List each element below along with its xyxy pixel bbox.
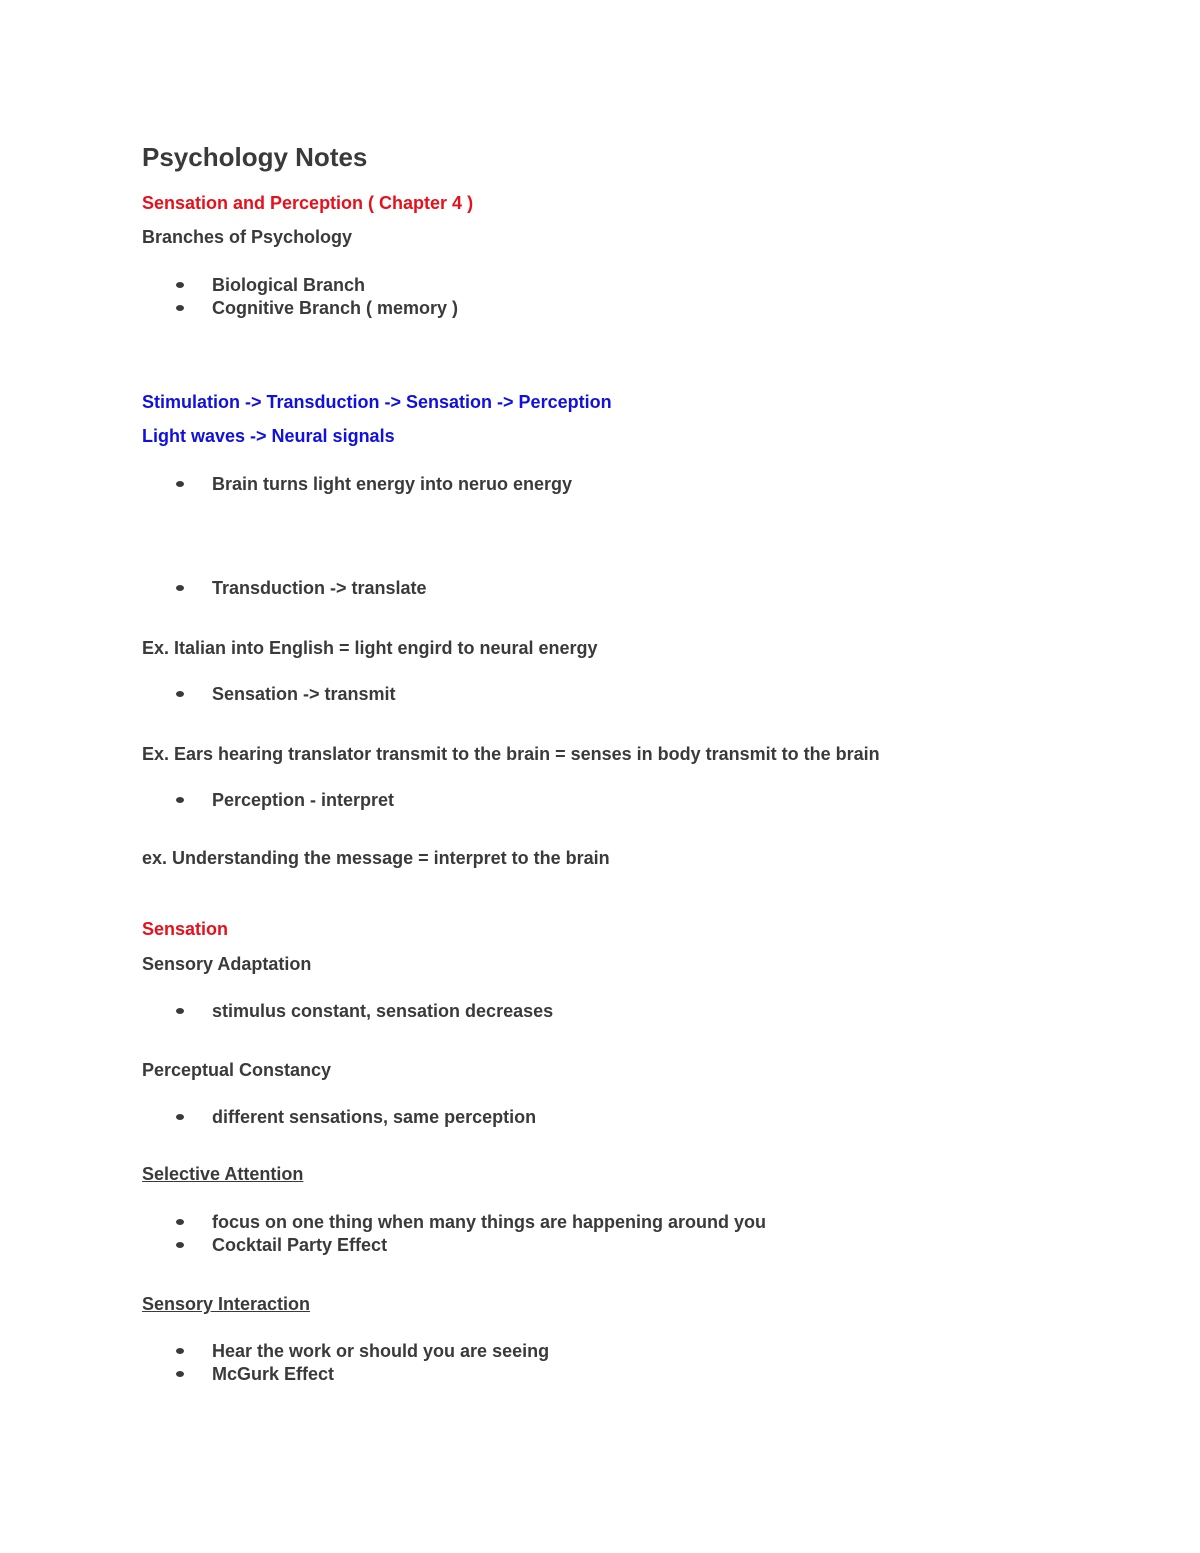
chapter-heading: Sensation and Perception ( Chapter 4 ) bbox=[142, 193, 474, 213]
list-item-text: Cocktail Party Effect bbox=[212, 1235, 388, 1255]
list-item-text: different sensations, same perception bbox=[212, 1107, 537, 1127]
list-item-text: Cognitive Branch ( memory ) bbox=[212, 298, 459, 318]
flow-line-1: Stimulation -> Transduction -> Sensation -> Perception bbox=[142, 392, 612, 412]
list-item-text: Brain turns light energy into neruo energy bbox=[212, 474, 573, 494]
bullet-icon bbox=[176, 481, 184, 487]
bullet-icon bbox=[176, 691, 184, 697]
list-item-text: stimulus constant, sensation decreases bbox=[212, 1001, 554, 1021]
page-title: Psychology Notes bbox=[142, 142, 368, 172]
example-line-1: Ex. Italian into English = light engird to neural energy bbox=[142, 638, 598, 658]
list-item-text: Transduction -> translate bbox=[212, 578, 427, 598]
bullet-icon bbox=[176, 1219, 184, 1225]
list-item-text: Biological Branch bbox=[212, 275, 366, 295]
bullet-icon bbox=[176, 1008, 184, 1014]
bullet-icon bbox=[176, 1242, 184, 1248]
list-item-text: Hear the work or should you are seeing bbox=[212, 1341, 550, 1361]
branches-heading: Branches of Psychology bbox=[142, 227, 353, 247]
bullet-icon bbox=[176, 282, 184, 288]
list-item-text: focus on one thing when many things are happening around you bbox=[212, 1212, 767, 1232]
list-item-text: Sensation -> transmit bbox=[212, 684, 396, 704]
adaptation-heading: Sensory Adaptation bbox=[142, 954, 312, 974]
list-item-text: McGurk Effect bbox=[212, 1364, 335, 1384]
bullet-icon bbox=[176, 1371, 184, 1377]
sensation-heading: Sensation bbox=[142, 919, 229, 939]
bullet-icon bbox=[176, 1114, 184, 1120]
bullet-icon bbox=[176, 797, 184, 803]
list-item-text: Perception - interpret bbox=[212, 790, 395, 810]
bullet-icon bbox=[176, 585, 184, 591]
example-line-2: Ex. Ears hearing translator transmit to the brain = senses in body transmit to the brain bbox=[142, 744, 880, 764]
example-line-3: ex. Understanding the message = interpret to the brain bbox=[142, 848, 610, 868]
flow-line-2: Light waves -> Neural signals bbox=[142, 426, 395, 446]
constancy-heading: Perceptual Constancy bbox=[142, 1060, 332, 1080]
bullet-icon bbox=[176, 305, 184, 311]
attention-heading: Selective Attention bbox=[142, 1164, 304, 1184]
bullet-icon bbox=[176, 1348, 184, 1354]
interaction-heading: Sensory Interaction bbox=[142, 1294, 311, 1314]
